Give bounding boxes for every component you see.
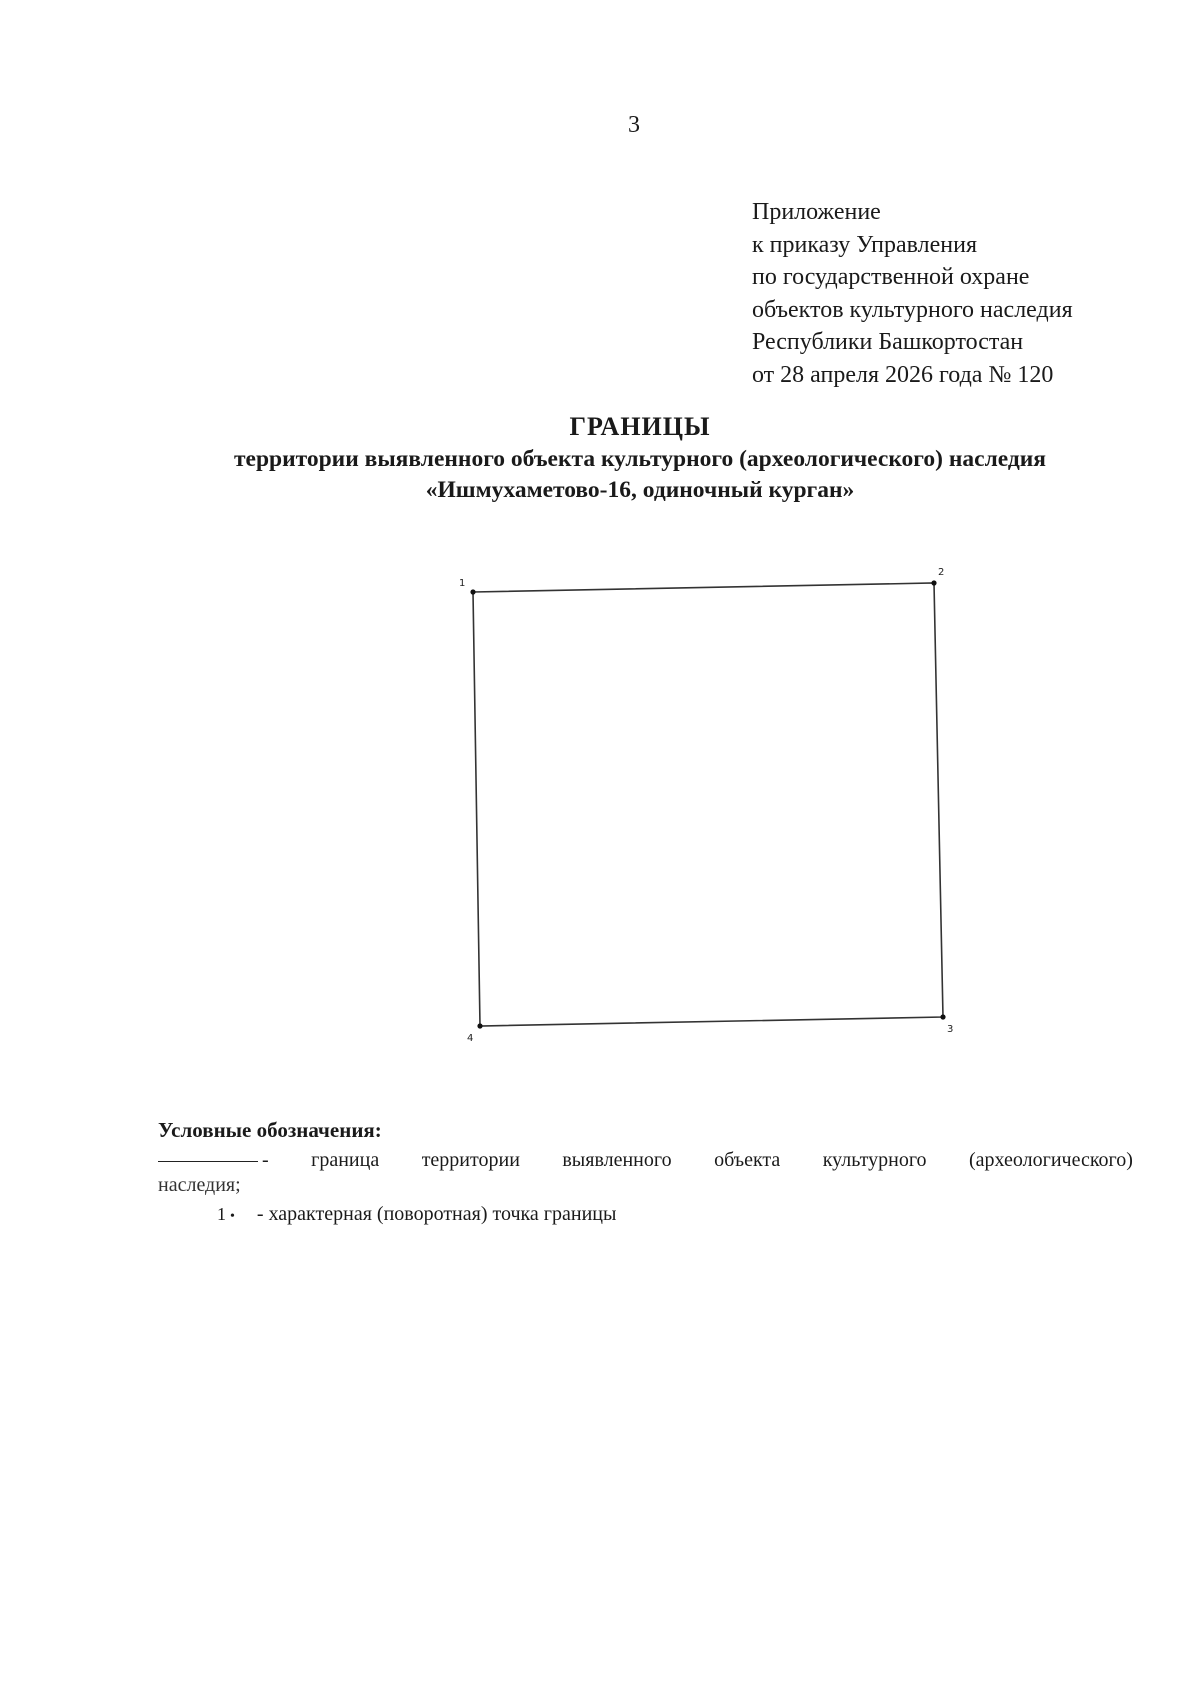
point-label-3: 3: [947, 1024, 954, 1035]
appendix-line: от 28 апреля 2026 года № 120: [752, 361, 1054, 388]
legend-point-entry: [217, 1203, 1133, 1226]
title-line-2: «Ишмухаметово-16, одиночный курган»: [425, 477, 855, 503]
point-label-2: 2: [938, 567, 945, 578]
legend-word: объекта: [714, 1149, 781, 1171]
legend-word: (археологического): [969, 1149, 1133, 1171]
boundary-point-4: [477, 1023, 482, 1028]
point-label-1: 1: [459, 578, 466, 589]
page-number: 3: [628, 112, 640, 138]
boundary-point-1: [470, 589, 475, 594]
point-label-4: 4: [467, 1033, 474, 1044]
legend-word: граница: [311, 1149, 380, 1171]
boundary-polygon: [473, 583, 943, 1026]
legend-word: территории: [421, 1149, 520, 1171]
appendix-line: Республики Башкортостан: [752, 329, 1024, 355]
boundary-point-3: [940, 1014, 945, 1019]
legend-word: -: [262, 1149, 269, 1171]
appendix-line: к приказу Управления: [752, 231, 978, 258]
legend-title: Условные обозначения:: [158, 1118, 382, 1142]
boundary-line-icon: [158, 1161, 258, 1162]
boundary-point-2: [931, 580, 936, 585]
legend-word: культурного: [822, 1149, 927, 1171]
legend-point-text: - характерная (поворотная) точка границы: [256, 1203, 617, 1225]
legend-boundary-symbol: [158, 1147, 269, 1173]
legend-boundary-cont: наследия;: [158, 1174, 241, 1196]
appendix-line: по государственной охране: [752, 264, 1030, 290]
legend-boundary-line: [158, 1147, 1133, 1173]
legend: [158, 1118, 1133, 1226]
title-line-1: территории выявленного объекта культурного (археологического) наследия: [233, 446, 1047, 472]
point-dot-icon: •: [230, 1209, 235, 1224]
appendix-line: объектов культурного наследия: [752, 296, 1073, 323]
legend-point-number: 1: [217, 1204, 226, 1224]
legend-word: выявленного: [562, 1149, 672, 1171]
title-main: ГРАНИЦЫ: [569, 412, 711, 441]
appendix-line: Приложение: [752, 199, 881, 225]
